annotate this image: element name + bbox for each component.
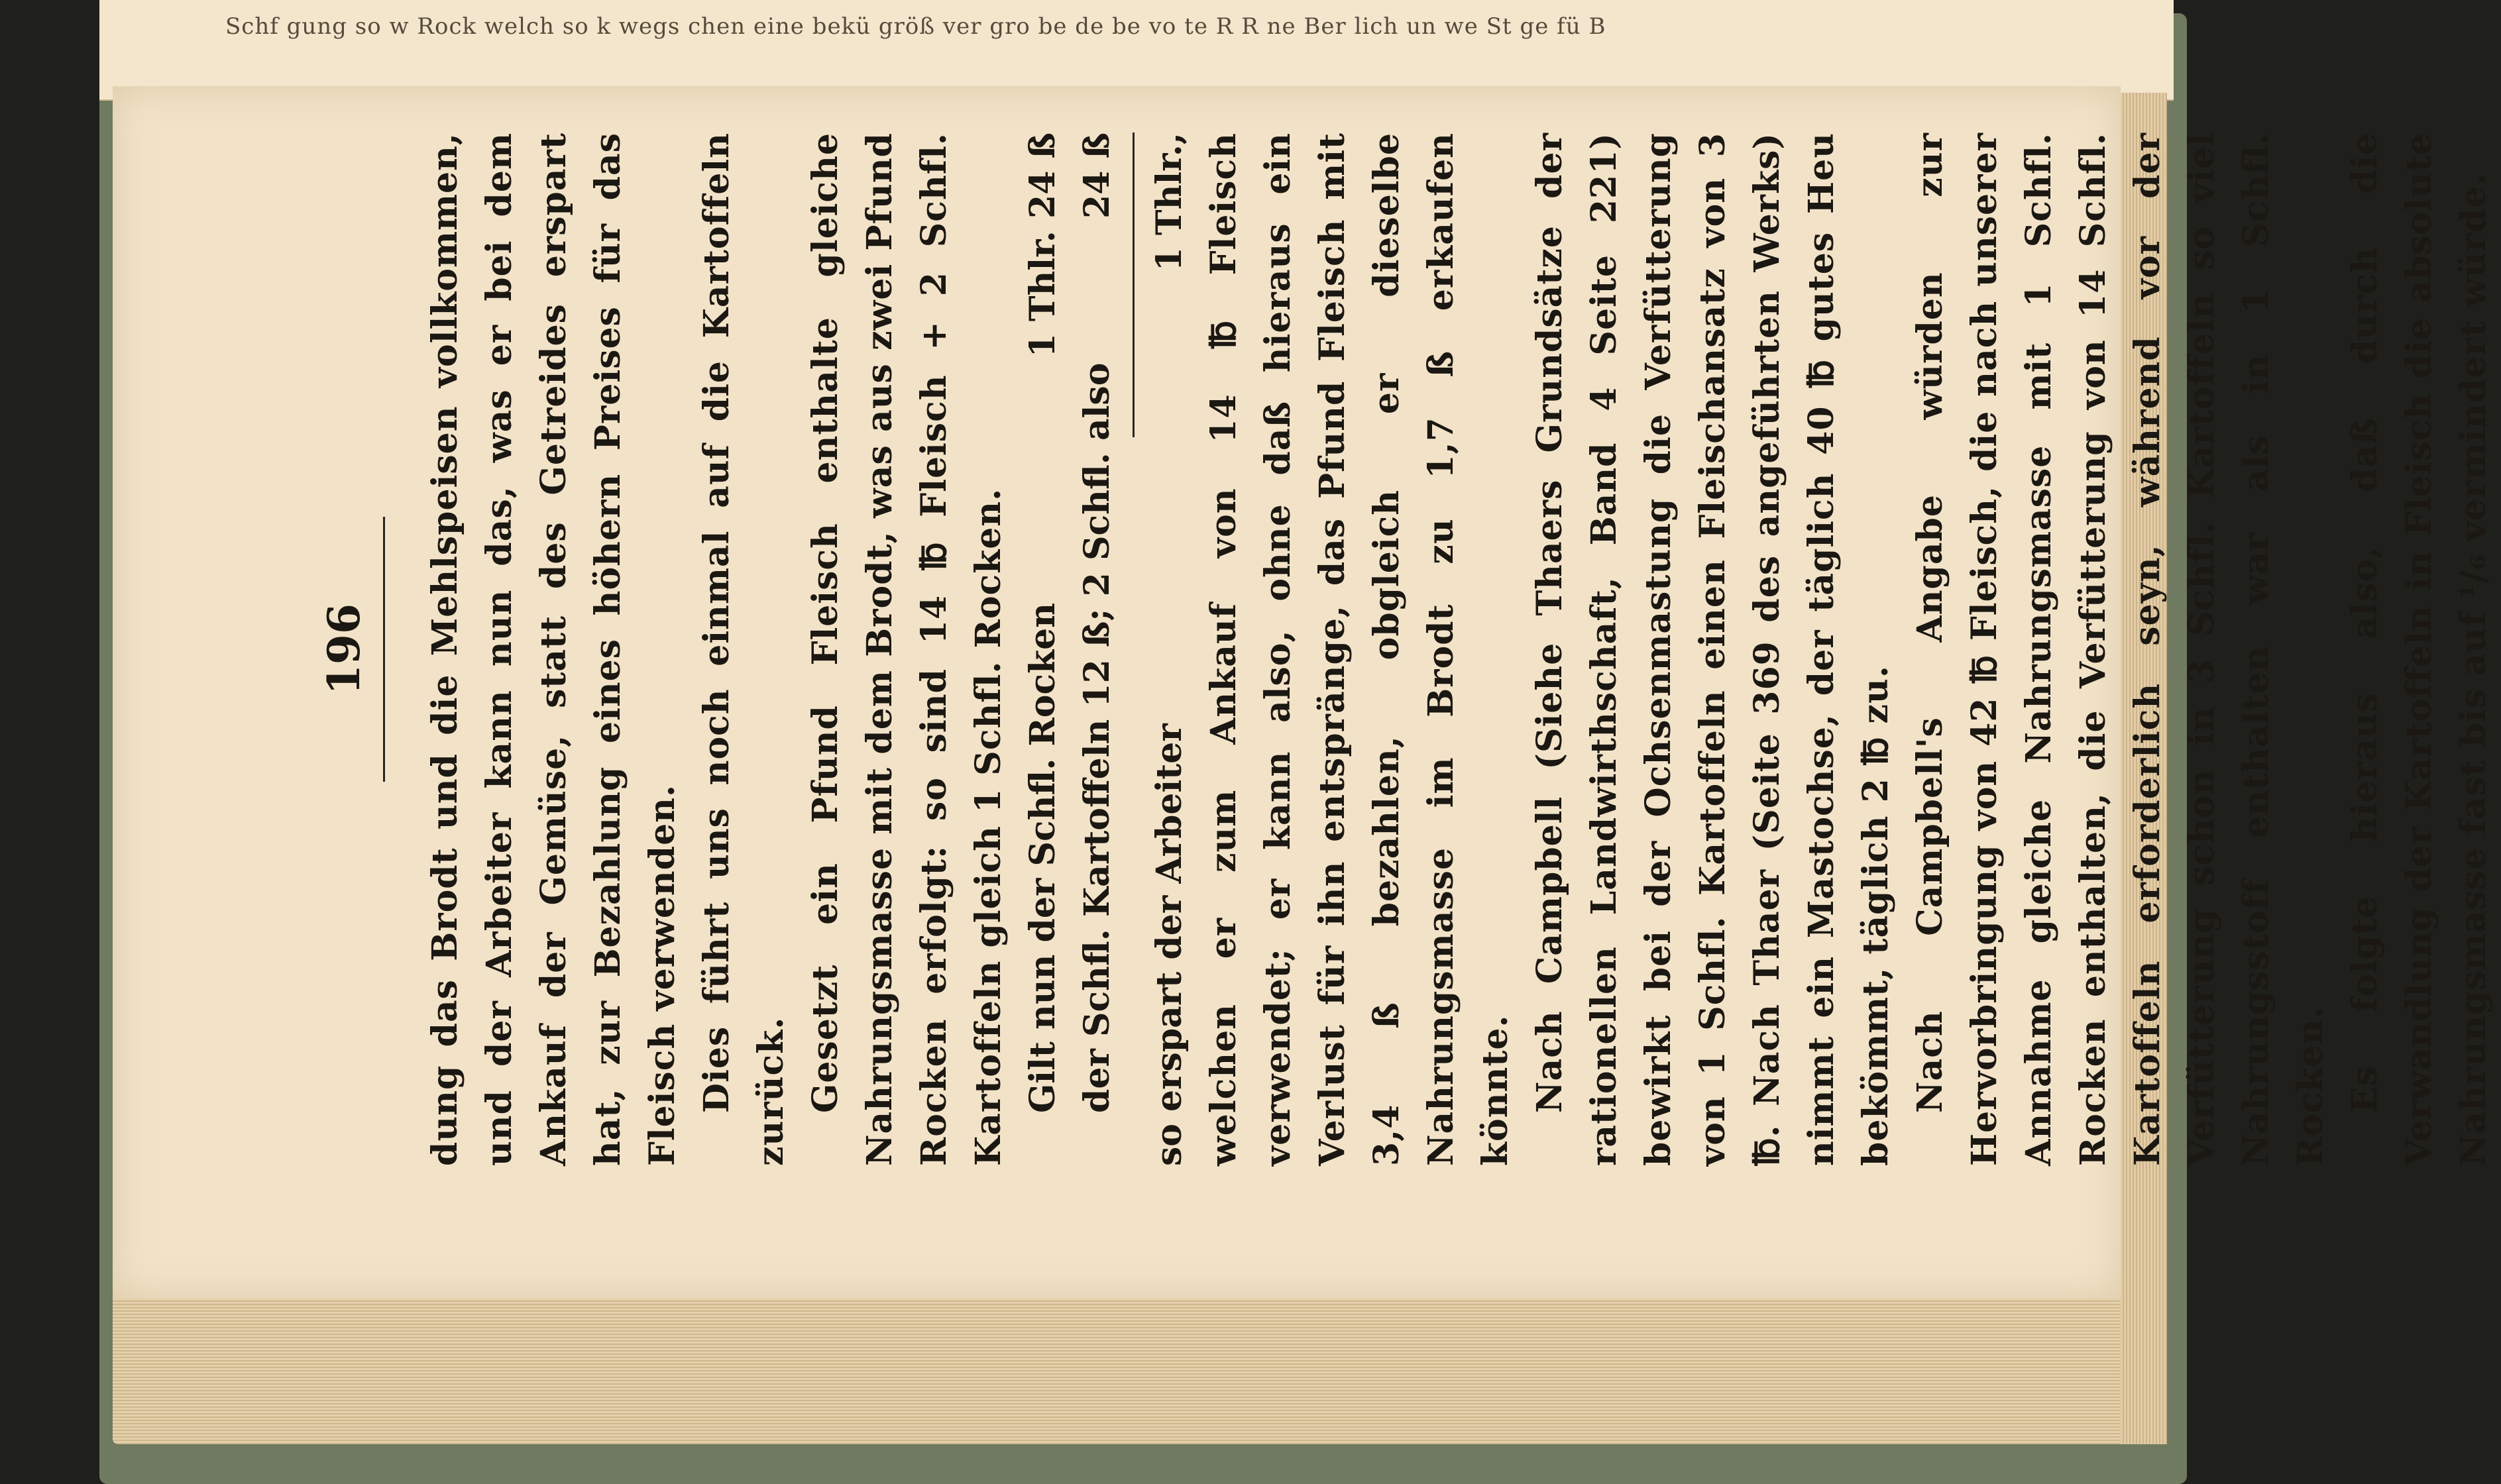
paragraph-6: Nach Campbell's Angabe würden zur Hervorbringung von 42 ℔ Fleisch, die nach unserer Annahme gleiche Nahrungsmasse mit 1 Schfl. Rocken enthalten, die Verfütterung von 14 Schfl. Kartoffeln erforderlich seyn, während vor der Verfütterung schon in 3 Schfl. Kartoffeln so viel Nahrungsstoff enthalten war als in 1 Schfl. Rocken. — [1910, 132, 2331, 1166]
calc-row-rocken-label: Gilt nun der Schfl. Rocken — [1023, 602, 1063, 1113]
paragraph-2: Dies führt uns noch einmal auf die Kartoffeln zurück. — [696, 132, 791, 1166]
calc-total — [1142, 132, 1197, 1166]
page-number: 196 — [318, 604, 370, 695]
page-edges-bottom — [113, 1279, 2127, 1444]
header-rule — [383, 517, 385, 782]
next-page-text: Schf gung so w Rock welch so k wegs chen eine bekü größ ver gro be de be vo te R R ne Ber lich un we St ge fü B — [225, 13, 1606, 40]
paragraph-3: Gesetzt ein Pfund Fleisch enthalte gleiche Nahrungsmasse mit dem Brodt, was aus zwei Pfund Rocken erfolgt: so sind 14 ℔ Fleisch + 2 Schfl. Kartoffeln gleich 1 Schfl. Rocken. — [805, 132, 1009, 1166]
paragraph-4: welchen er zum Ankauf von 14 ℔ Fleisch verwendet; er kann also, ohne daß hieraus ein Verlust für ihn entspränge, das Pfund Fleisch mit 3,4 ß bezahlen, obgleich er dieselbe Nahrungsmasse im Brodt zu 1,7 ß erkaufen könnte. — [1203, 132, 1516, 1166]
calc-row-kartoffeln — [1070, 132, 1125, 1113]
calc-total-value: 1 Thlr., — [1149, 132, 1190, 272]
paragraph-1: dung das Brodt und die Mehlspeisen vollkommen, und der Arbeiter kann nun das, was er bei dem Ankauf der Gemüse, statt des Getreides erspart hat, zur Bezahlung eines höhern Preises für das Fleisch verwenden. — [425, 132, 683, 1166]
calc-row-rocken — [1016, 132, 1070, 1113]
calc-total-label: so erspart der Arbeiter — [1149, 723, 1190, 1166]
paragraph-5: Nach Campbell (Siehe Thaers Grundsätze der rationellen Landwirthschaft, Band 4 Seite 221) bewirkt bei der Ochsenmastung die Verfütterung von 1 Schfl. Kartoffeln einen Fleischansatz von 3 ℔. Nach Thaer (Seite 369 des angeführten Werks) nimmt ein Mastochse, der täglich 40 ℔ gutes Heu bekömmt, täglich 2 ℔ zu. — [1529, 132, 1896, 1166]
calc-row-rocken-value: 1 Thlr. 24 ß — [1023, 132, 1063, 358]
calc-row-kartoffeln-label: der Schfl. Kartoffeln 12 ß; 2 Schfl. also — [1077, 362, 1117, 1113]
page-content — [265, 132, 2494, 1166]
paragraph-7: Es folgte hieraus also, daß durch die Verwandlung der Kartoffeln in Fleisch die absolute Nahrungsmasse fast bis auf ¹/₆ vermindert würde. — [2345, 132, 2494, 1166]
calc-row-kartoffeln-value: 24 ß — [1077, 132, 1117, 219]
calc-rule — [1133, 132, 1135, 437]
calculation-block — [1016, 132, 1135, 1166]
